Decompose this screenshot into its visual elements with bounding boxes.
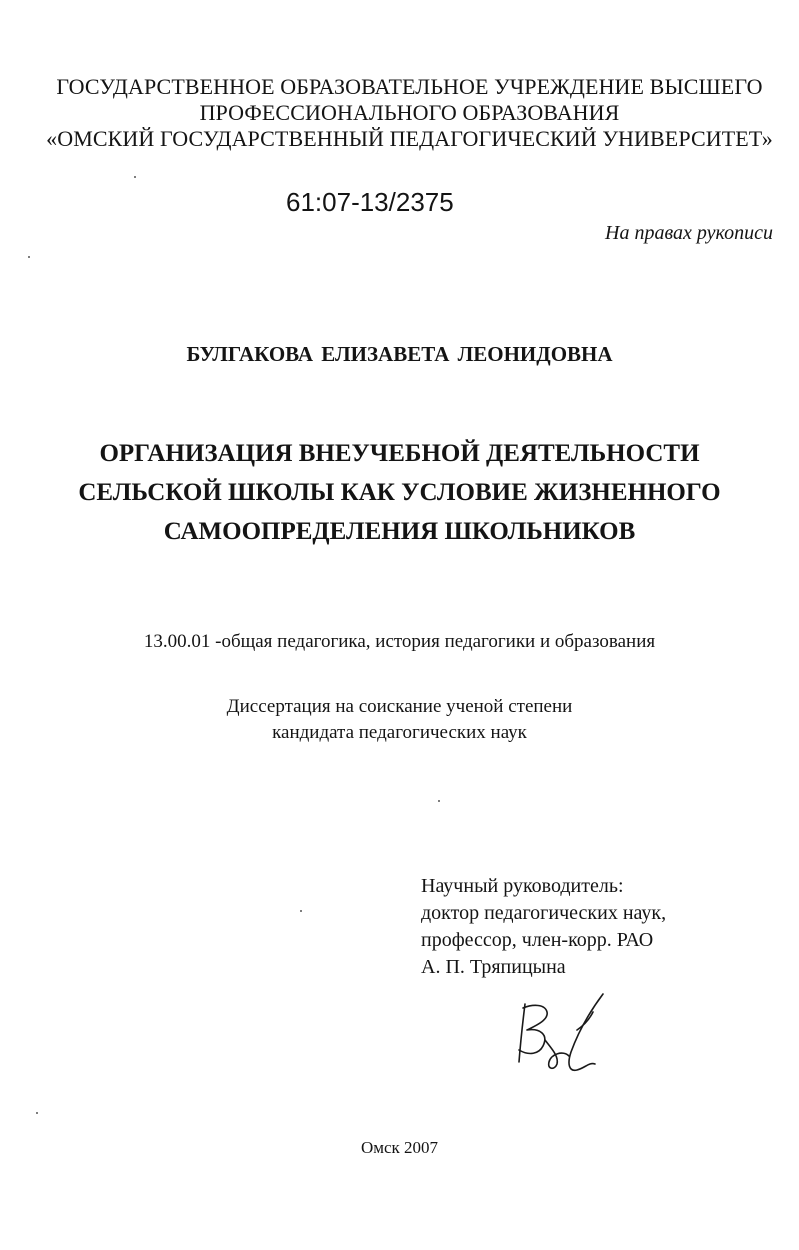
supervisor-line-2: доктор педагогических наук, — [421, 902, 667, 924]
title-line-1: ОРГАНИЗАЦИЯ ВНЕУЧЕБНОЙ ДЕЯТЕЛЬНОСТИ — [99, 440, 700, 467]
scan-speck — [438, 800, 440, 802]
title-line-3: САМООПРЕДЕЛЕНИЯ ШКОЛЬНИКОВ — [163, 518, 636, 545]
title-line-2: СЕЛЬСКОЙ ШКОЛЫ КАК УСЛОВИЕ ЖИЗНЕННОГО — [78, 479, 721, 506]
scan-speck — [28, 256, 30, 258]
institution-line-3: «ОМСКИЙ ГОСУДАРСТВЕННЫЙ ПЕДАГОГИЧЕСКИЙ УНИВЕРСИТЕТ» — [46, 126, 773, 151]
degree-line-1: Диссертация на соискание ученой степени — [226, 696, 573, 717]
supervisor-block — [421, 873, 666, 981]
supervisor-line-1: Научный руководитель: — [421, 875, 624, 897]
scan-speck — [36, 1112, 38, 1114]
supervisor-line-3: профессор, член-корр. РАО — [421, 929, 654, 951]
degree-statement — [0, 694, 799, 746]
degree-line-2: кандидата педагогических наук — [272, 722, 527, 743]
scan-speck — [134, 176, 136, 178]
institution-name — [40, 74, 779, 152]
rights-note: На правах рукописи — [605, 222, 773, 244]
supervisor-line-4: А. П. Тряпицына — [421, 956, 566, 978]
author-name: БУЛГАКОВА ЕЛИЗАВЕТА ЛЕОНИДОВНА — [186, 342, 613, 366]
institution-line-1: ГОСУДАРСТВЕННОЕ ОБРАЗОВАТЕЛЬНОЕ УЧРЕЖДЕНИЕ ВЫСШЕГО — [56, 74, 763, 99]
catalog-code: 61:07-13/2375 — [286, 187, 454, 217]
scan-speck — [300, 910, 302, 912]
city-year: Омск 2007 — [360, 1138, 439, 1157]
dissertation-title — [0, 434, 799, 551]
handwritten-signature — [505, 990, 615, 1080]
specialty-code: 13.00.01 -общая педагогика, история педагогики и образования — [143, 631, 656, 652]
institution-line-2: ПРОФЕССИОНАЛЬНОГО ОБРАЗОВАНИЯ — [199, 100, 620, 125]
